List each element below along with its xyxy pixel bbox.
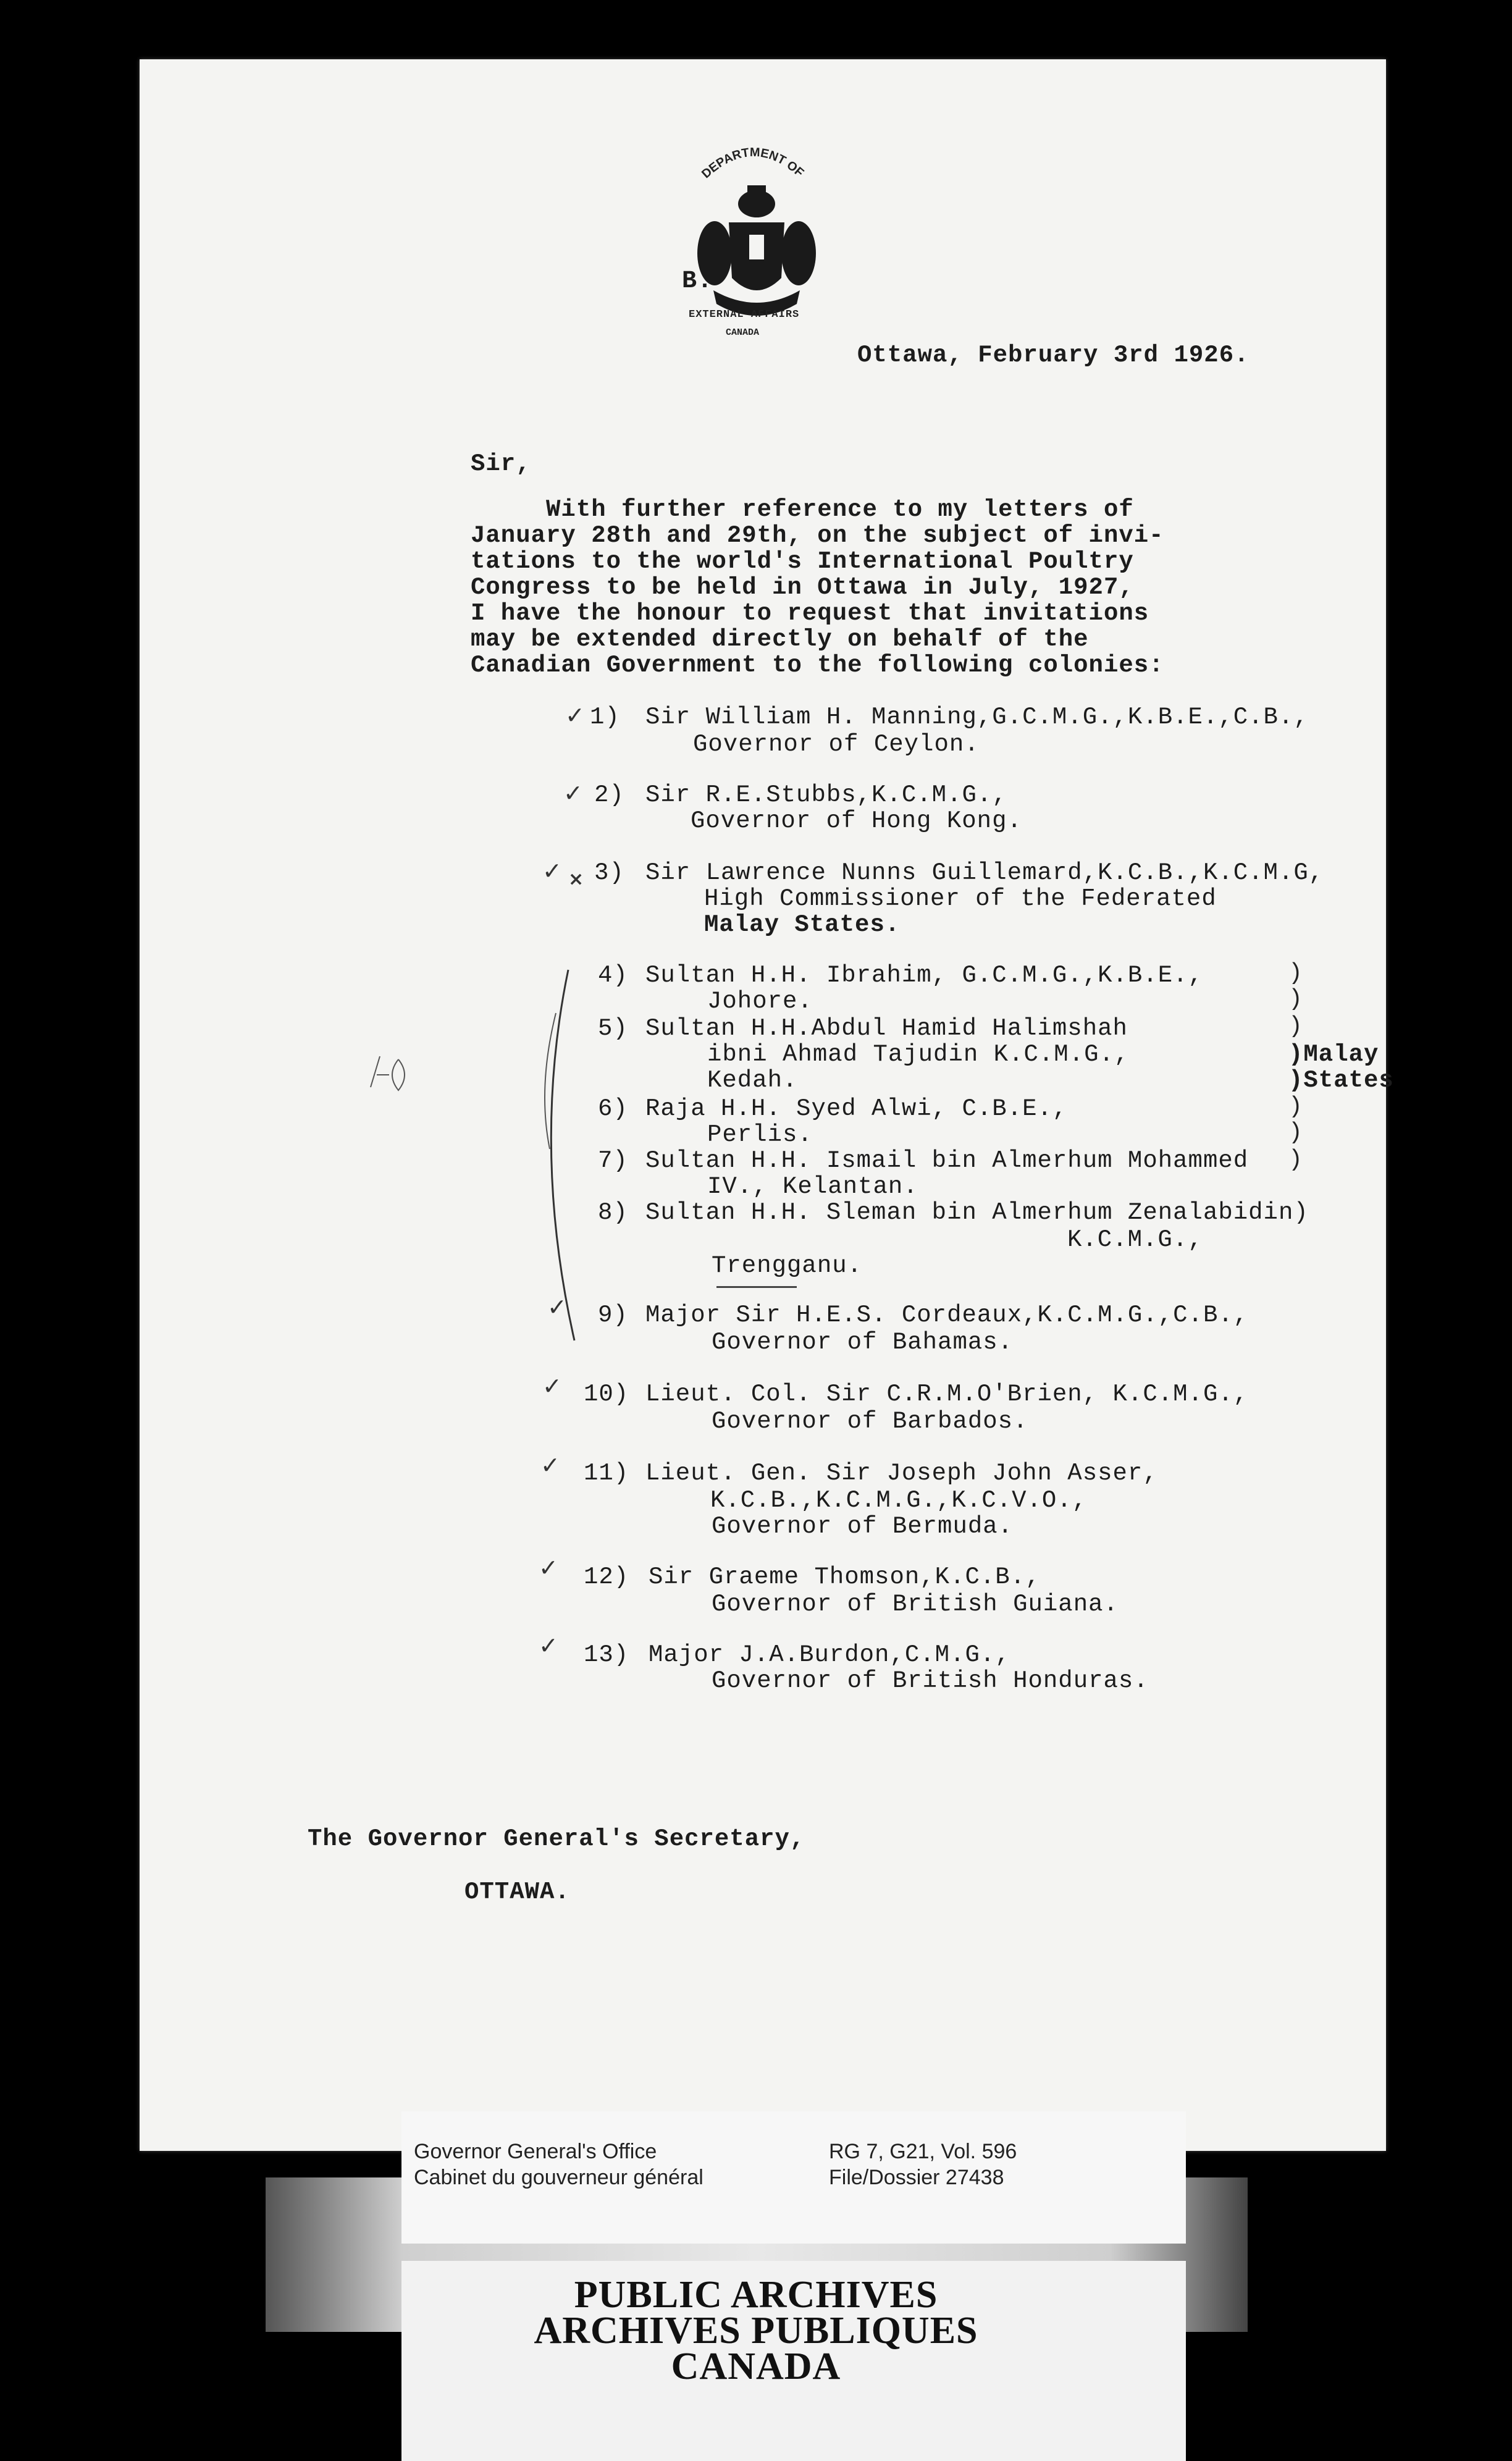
malay-label: )Malay — [1288, 1041, 1379, 1068]
item-number: 8) — [598, 1199, 628, 1226]
item-line: Lieut. Col. Sir C.R.M.O'Brien, K.C.M.G., — [645, 1381, 1249, 1408]
item-line: ibni Ahmad Tajudin K.C.M.G., — [707, 1041, 1130, 1068]
check-mark-icon: ✓ — [542, 857, 562, 885]
item-line: K.C.B.,K.C.M.G.,K.C.V.O., — [710, 1487, 1088, 1514]
archive-reference-label — [401, 2111, 1186, 2244]
stamp-line-1: PUBLIC ARCHIVES — [574, 2274, 938, 2316]
file-number: File/Dossier 27438 — [829, 2166, 1004, 2189]
item-line: Sir William H. Manning,G.C.M.G.,K.B.E.,C.B., — [645, 704, 1309, 731]
item-line: Governor of Hong Kong. — [691, 807, 1022, 835]
item-line: Major J.A.Burdon,C.M.G., — [649, 1641, 1010, 1668]
item-line: Sir Lawrence Nunns Guillemard,K.C.B.,K.C.M.G, — [645, 859, 1324, 886]
handwritten-mark-icon — [364, 1050, 414, 1100]
check-mark-icon: ✓ — [542, 1373, 562, 1400]
check-mark-icon: ✓ — [565, 702, 585, 729]
item-line: Governor of British Honduras. — [712, 1667, 1149, 1694]
check-mark-icon: ✓ — [563, 780, 583, 807]
check-mark-icon: ✓ — [540, 1452, 560, 1479]
intro-line: January 28th and 29th, on the subject of invi- — [471, 522, 1164, 549]
office-name-en: Governor General's Office — [414, 2140, 657, 2163]
letterhead-initial: B. — [682, 267, 713, 295]
bracket-mark: ) — [1288, 1146, 1303, 1173]
check-mark-icon: ✓ — [539, 1554, 558, 1581]
item-line: Governor of Bahamas. — [712, 1329, 1014, 1356]
item-number: 11) — [584, 1460, 629, 1487]
item-line: Trengganu. — [712, 1252, 863, 1279]
item-number: 4) — [598, 962, 628, 989]
bracket-mark: ) — [1288, 1119, 1303, 1146]
letterhead-country: CANADA — [726, 327, 760, 338]
item-line: Governor of Ceylon. — [693, 731, 980, 758]
item-number: 7) — [598, 1147, 628, 1174]
bracket-mark: ) — [1288, 1013, 1303, 1040]
bracket-mark: ) — [1288, 986, 1303, 1012]
item-line: Major Sir H.E.S. Cordeaux,K.C.M.G.,C.B., — [645, 1302, 1249, 1329]
item-line: Raja H.H. Syed Alwi, C.B.E., — [645, 1095, 1068, 1122]
letter-date: Ottawa, February 3rd 1926. — [857, 342, 1250, 369]
item-line: Johore. — [707, 988, 813, 1015]
item-line: Kedah. — [707, 1067, 798, 1094]
addressee-city: OTTAWA. — [464, 1878, 570, 1906]
item-number: 9) — [598, 1302, 628, 1329]
office-name-fr: Cabinet du gouverneur général — [414, 2166, 704, 2189]
item-line: Perlis. — [707, 1121, 813, 1148]
item-line: Sultan H.H. Ibrahim, G.C.M.G.,K.B.E., — [645, 962, 1203, 989]
item-line: High Commissioner of the Federated — [704, 885, 1217, 912]
stamp-line-2: ARCHIVES PUBLIQUES — [534, 2310, 978, 2352]
item-line: Malay States. — [704, 911, 901, 938]
item-number: 13) — [584, 1641, 629, 1668]
item-number: 5) — [598, 1015, 628, 1042]
handwritten-bracket-icon — [531, 964, 587, 1347]
pencil-underline — [716, 1286, 797, 1288]
check-mark-icon: ✓ — [547, 1294, 567, 1321]
item-line: Sultan H.H. Ismail bin Almerhum Mohammed — [645, 1147, 1249, 1174]
item-number: 1) — [590, 704, 620, 731]
item-line: Sir Graeme Thomson,K.C.B., — [649, 1563, 1041, 1591]
intro-line: may be extended directly on behalf of the — [471, 626, 1089, 653]
item-line: Sultan H.H. Sleman bin Almerhum Zenalabidin) — [645, 1199, 1309, 1226]
intro-line: With further reference to my letters of — [471, 496, 1134, 523]
item-number: 10) — [584, 1381, 629, 1408]
item-number: 2) — [594, 781, 624, 809]
item-line: Sir R.E.Stubbs,K.C.M.G., — [645, 781, 1007, 809]
item-line: Sultan H.H.Abdul Hamid Halimshah — [645, 1015, 1128, 1042]
item-line: Governor of Barbados. — [712, 1408, 1028, 1435]
svg-text:DEPARTMENT OF: DEPARTMENT OF — [699, 145, 807, 182]
record-group: RG 7, G21, Vol. 596 — [829, 2140, 1017, 2163]
check-mark-icon: ✓ — [539, 1632, 558, 1659]
salutation: Sir, — [471, 450, 531, 477]
item-line: Lieut. Gen. Sir Joseph John Asser, — [645, 1460, 1158, 1487]
bracket-mark: ) — [1288, 960, 1303, 987]
intro-line: Congress to be held in Ottawa in July, 1927, — [471, 574, 1134, 601]
intro-line: I have the honour to request that invitations — [471, 600, 1149, 627]
item-line: Governor of Bermuda. — [712, 1513, 1014, 1540]
item-line: Governor of British Guiana. — [712, 1591, 1119, 1618]
cross-mark-icon: × — [568, 869, 584, 890]
item-line: IV., Kelantan. — [707, 1173, 918, 1200]
addressee: The Governor General's Secretary, — [308, 1825, 805, 1853]
bracket-mark: ) — [1288, 1093, 1303, 1120]
item-number: 6) — [598, 1095, 628, 1122]
stamp-line-3: CANADA — [671, 2345, 841, 2387]
item-number: 12) — [584, 1563, 629, 1591]
malay-label: )States — [1288, 1067, 1394, 1094]
intro-line: tations to the world's International Poultry — [471, 548, 1134, 575]
item-number: 3) — [594, 859, 624, 886]
letterhead-department: EXTERNAL AFFAIRS — [689, 309, 800, 321]
intro-line: Canadian Government to the following colonies: — [471, 652, 1164, 679]
item-line: K.C.M.G., — [1067, 1226, 1203, 1253]
